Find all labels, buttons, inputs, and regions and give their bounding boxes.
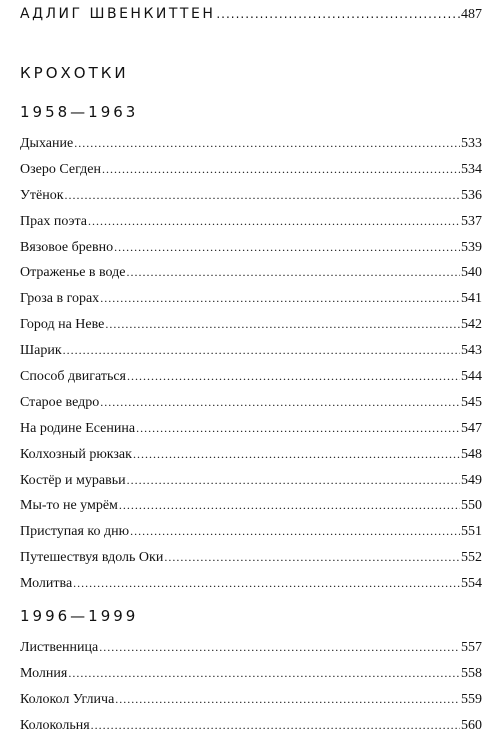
toc-entry-title: Приступая ко дню — [20, 524, 130, 540]
toc-entry-title: Лиственница — [20, 640, 99, 655]
leader-dots — [99, 638, 460, 656]
toc-entry-page: 534 — [461, 161, 482, 177]
toc-entry[interactable] — [20, 716, 482, 742]
toc-entry-title: Прах поэта — [20, 213, 87, 229]
toc-entry[interactable] — [20, 263, 482, 289]
toc-entry-page: 558 — [461, 665, 482, 681]
toc-entry[interactable] — [20, 289, 482, 315]
toc-entry-title: АДЛИГ ШВЕНКИТТЕН — [20, 6, 216, 22]
toc-entry[interactable] — [20, 315, 482, 341]
toc-entry[interactable] — [20, 574, 482, 600]
toc-entry-page: 487 — [461, 7, 482, 22]
toc-entry[interactable] — [20, 496, 482, 522]
toc-entry-title: Утёнок — [20, 187, 64, 203]
leader-dots — [105, 315, 460, 333]
toc-entry-page: 559 — [461, 691, 482, 707]
section-title: КРОХОТКИ — [20, 64, 129, 82]
leader-dots — [114, 238, 460, 256]
leader-dots — [216, 7, 460, 21]
toc-entry-page: 560 — [461, 717, 482, 733]
toc-entry-title: На родине Есенина — [20, 420, 136, 436]
group-title: 1958—1963 — [20, 103, 139, 121]
leader-dots — [164, 548, 460, 566]
toc-entry-top[interactable] — [20, 6, 482, 23]
toc-entry[interactable] — [20, 419, 482, 445]
leader-dots — [130, 522, 460, 540]
toc-entry-page: 537 — [461, 213, 482, 229]
toc-entry-page: 533 — [461, 136, 482, 151]
toc-entry[interactable] — [20, 664, 482, 690]
toc-entry[interactable] — [20, 522, 482, 548]
toc-entry[interactable] — [20, 393, 482, 419]
leader-dots — [126, 263, 460, 281]
leader-dots — [127, 367, 460, 385]
toc-entry[interactable] — [20, 690, 482, 716]
toc-entry-title: Молния — [20, 665, 68, 681]
toc-entry-title: Дыхание — [20, 136, 74, 151]
toc-entry-page: 543 — [461, 343, 482, 359]
toc-entry-page: 552 — [461, 550, 482, 566]
leader-dots — [68, 664, 460, 682]
toc-entry-title: Старое ведро — [20, 394, 100, 410]
toc-entry-page: 547 — [461, 420, 482, 436]
leader-dots — [91, 716, 460, 734]
toc-entry-title: Способ двигаться — [20, 369, 126, 385]
toc-entry-title: Колокол Углича — [20, 691, 115, 707]
toc-entry-title: Город на Неве — [20, 317, 105, 333]
toc-entry[interactable] — [20, 134, 482, 160]
group-title: 1996—1999 — [20, 607, 139, 625]
toc-entry-page: 536 — [461, 187, 482, 203]
toc-entry[interactable] — [20, 445, 482, 471]
toc-entry-page: 551 — [461, 524, 482, 540]
toc-entry[interactable] — [20, 548, 482, 574]
leader-dots — [115, 690, 460, 708]
toc-entry[interactable] — [20, 160, 482, 186]
leader-dots — [133, 445, 460, 463]
toc-entry-title: Мы-то не умрём — [20, 498, 118, 514]
leader-dots — [63, 341, 460, 359]
leader-dots — [136, 419, 460, 437]
leader-dots — [100, 289, 460, 307]
toc-entry[interactable] — [20, 638, 482, 664]
leader-dots — [74, 134, 460, 152]
toc-list — [20, 638, 482, 742]
toc-entry-title: Озеро Сегден — [20, 161, 101, 177]
toc-entry-title: Колокольня — [20, 717, 90, 733]
toc-entry-title: Молитва — [20, 576, 73, 592]
toc-entry[interactable] — [20, 471, 482, 497]
toc-entry-page: 544 — [461, 369, 482, 385]
toc-entry[interactable] — [20, 367, 482, 393]
toc-list — [20, 134, 482, 600]
toc-entry-title: Отраженье в воде — [20, 265, 126, 281]
leader-dots — [88, 212, 460, 230]
toc-entry-page: 541 — [461, 291, 482, 307]
toc-entry-page: 545 — [461, 394, 482, 410]
leader-dots — [119, 496, 460, 514]
toc-entry-title: Гроза в горах — [20, 291, 100, 307]
toc-entry-title: Костёр и муравьи — [20, 472, 126, 488]
toc-entry-page: 550 — [461, 498, 482, 514]
toc-entry-page: 554 — [461, 576, 482, 592]
toc-entry-page: 539 — [461, 239, 482, 255]
toc-entry[interactable] — [20, 212, 482, 238]
leader-dots — [102, 160, 460, 178]
leader-dots — [100, 393, 460, 411]
toc-entry-title: Шарик — [20, 343, 62, 359]
leader-dots — [127, 471, 460, 489]
toc-entry-page: 542 — [461, 317, 482, 333]
toc-entry[interactable] — [20, 341, 482, 367]
toc-entry[interactable] — [20, 186, 482, 212]
leader-dots — [73, 574, 460, 592]
toc-entry-title: Путешествуя вдоль Оки — [20, 550, 164, 566]
toc-entry-page: 548 — [461, 446, 482, 462]
toc-entry-title: Колхозный рюкзак — [20, 446, 132, 462]
toc-entry-page: 557 — [461, 640, 482, 655]
leader-dots — [65, 186, 460, 204]
toc-entry[interactable] — [20, 238, 482, 264]
toc-entry-page: 549 — [461, 472, 482, 488]
toc-entry-title: Вязовое бревно — [20, 239, 114, 255]
toc-entry-page: 540 — [461, 265, 482, 281]
